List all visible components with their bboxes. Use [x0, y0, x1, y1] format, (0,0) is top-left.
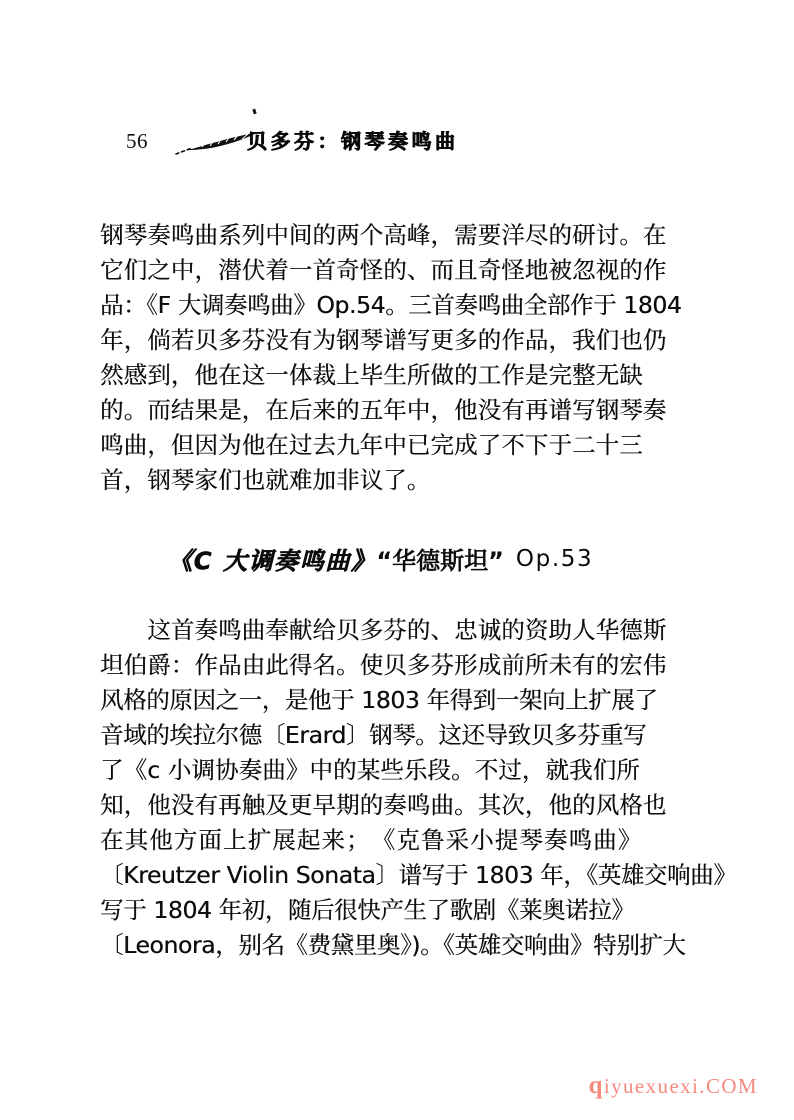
paragraph-one [100, 218, 702, 498]
section-heading [168, 541, 638, 581]
text-line: 风格的原因之一，是他于 1803 年得到一架向上扩展了 [100, 686, 658, 714]
running-header [0, 128, 794, 162]
page-number: 56 [126, 129, 148, 153]
site-watermark [589, 1073, 758, 1098]
text-line: 它们之中，潜伏着一首奇怪的、而且奇怪地被忽视的作 [100, 256, 667, 284]
text-line: 鸣曲，但因为他在过去九年中已完成了不下于二十三 [100, 431, 643, 459]
watermark-text: iyuexuexi.COM [603, 1074, 758, 1098]
text-line: 年，倘若贝多芬没有为钢琴谱写更多的作品，我们也仍 [100, 326, 667, 354]
header-book-title: 贝多芬：钢琴奏鸣曲 [247, 129, 459, 153]
text-line: 〔Kreutzer Violin Sonata〕谱写于 1803 年，《英雄交响曲》 [100, 861, 737, 889]
watermark-lead-letter: q [588, 1072, 604, 1099]
text-line: 钢琴奏鸣曲系列中间的两个高峰，需要洋尽的研讨。在 [100, 221, 667, 249]
section-heading-nickname: “华德斯坦” [376, 547, 504, 575]
text-line: 坦伯爵：作品由此得名。使贝多芬形成前所未有的宏伟 [100, 651, 667, 679]
text-line: 然感到，他在这一体裁上毕生所做的工作是完整无缺 [100, 361, 643, 389]
paragraph-two [100, 613, 737, 963]
text-line: 知，他没有再触及更早期的奏鸣曲。其次，他的风格也 [100, 791, 667, 819]
text-line: 首，钢琴家们也就难加非议了。 [100, 466, 431, 494]
text-line: 音域的埃拉尔德〔Erard〕钢琴。这还导致贝多芬重写 [100, 721, 647, 749]
text-line: 了《c 小调协奏曲》中的某些乐段。不过，就我们所 [100, 756, 640, 784]
section-heading-work-title: 《C 大调奏鸣曲》 [168, 547, 377, 575]
text-line: 在其他方面上扩展起来； 《克鲁采小提琴奏鸣曲》 [100, 826, 643, 854]
text-line: 写于 1804 年初，随后很快产生了歌剧《莱奥诺拉》 [100, 896, 635, 924]
section-heading-opus: Op.53 [515, 545, 594, 572]
text-line: 品：《F 大调奏鸣曲》Op.54。三首奏鸣曲全部作于 1804 [100, 291, 682, 319]
text-line: 这首奏鸣曲奉献给贝多芬的、忠诚的资助人华德斯 [100, 616, 667, 644]
text-line: 的。而结果是，在后来的五年中，他没有再谱写钢琴奏 [100, 396, 667, 424]
text-line: 〔Leonora，别名《费黛里奥》)。《英雄交响曲》特别扩大 [100, 931, 686, 959]
scan-speck-artifact [252, 109, 256, 115]
